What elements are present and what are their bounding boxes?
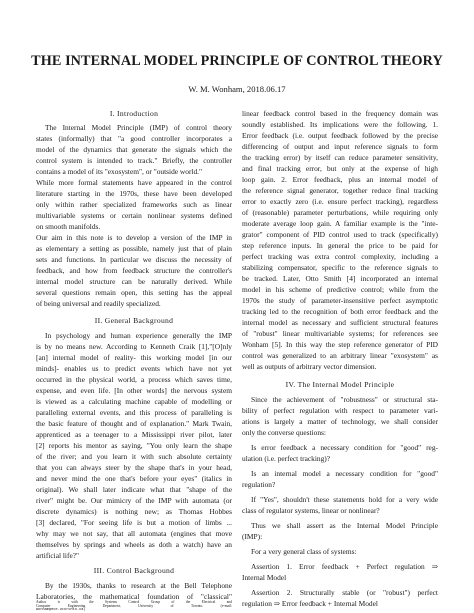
right-column-text-line: class of regulator systems, linear or nonlinear? (242, 506, 380, 515)
right-column-text-line: ations is largely a matter of technology, we shall consider (242, 417, 438, 426)
right-column-text-line: the reference signal generator, together reduce final tracking (242, 186, 438, 195)
right-column-text-line: grator" component of PID control used to track (specifically) (242, 230, 438, 239)
left-column-text-line: discrete dynamics) is nothing new; as Thomas Hobbes (36, 507, 232, 516)
right-column-text-line: internal model as necessary and sufficient structural features (242, 318, 438, 327)
right-column-text-line: Assertion 2. Structurally stable (or "robust") perfect (251, 588, 438, 597)
left-column-text-line: themselves by springs and wheels as doth a watch) have an (36, 540, 232, 549)
left-column-text-line: of the river; and you learn it with such absolute certainty (36, 452, 232, 461)
left-column-text-line: states (informally) that "a good controller incorporates a (36, 134, 232, 143)
left-column-text-line: While more formal statements have appeared in the control (36, 178, 232, 187)
right-column-text-line: Thus we shall assert as the Internal Model Principle (251, 521, 438, 530)
right-column-text-line: well as outputs of arbitrary vector dimension. (242, 362, 377, 371)
right-column-text-line: bility of perfect regulation with respect to parameter vari- (242, 406, 438, 415)
paper-title: THE INTERNAL MODEL PRINCIPLE OF CONTROL THEORY (31, 53, 443, 69)
right-column-text-line: moderate average loop gain. A familiar example is the "inte- (242, 219, 438, 228)
left-column-text-line: and never mind the one that's before your eyes" (italics in (36, 474, 232, 483)
left-column-text-line: By the 1930s, thanks to research at the Bell Telephone (45, 581, 232, 590)
right-column-text-line: control was generalized to an arbitrary linear "exosystem" as (242, 351, 438, 360)
right-column-text-line: Is error feedback a necessary condition for "good" reg- (251, 443, 438, 452)
left-column-text-line: Our aim in this note is to develop a version of the IMP in (36, 233, 232, 242)
left-column-text-line: [3] declared, "For seeing life is but a motion of limbs ... (36, 518, 232, 527)
left-column-text-line: is by no means new. According to Kenneth Craik [1],"[O]nly (36, 342, 232, 351)
left-column-section-heading: II. General Background (94, 316, 174, 325)
left-column-text-line: literature starting in the 1970s, these have been developed (36, 189, 232, 198)
right-column-text-line: Is an internal model a necessary condition for "good" (251, 469, 438, 478)
left-column-text-line: that you can always steer by the shape that's in your head, (36, 463, 232, 472)
right-column-text-line: Assertion 1. Error feedback + Perfect regulation ⇒ (251, 562, 438, 571)
left-column-text-line: sets and functions. In particular we discuss the necessity of (36, 255, 232, 264)
left-column-text-line: why may we not say, that all automata (engines that move (36, 529, 232, 538)
right-column-text-line: If "Yes", shouldn't these statements hold for a very wide (251, 495, 438, 504)
footnote-line: wonham@ece.utoronto.ca) (36, 608, 86, 612)
left-column-text-line: paralleling external events, and this process of paralleling is (36, 408, 232, 417)
right-column-section-heading: IV. The Internal Model Principle (285, 380, 395, 389)
right-column-text-line: regulation? (242, 480, 276, 489)
author-line: W. M. Wonham, 2018.06.17 (188, 84, 286, 94)
right-column-text-line: Wonham [5]. In this way the step reference generator of PID (242, 340, 438, 349)
right-column-text-line: 1970s the study of parameter-insensitive perfect asymptotic (242, 296, 438, 305)
right-column-text-line: Error feedback (i.e. output feedback followed by the precise (242, 131, 438, 140)
right-column-text-line: model in his scheme of predictive control; while from the (242, 285, 438, 294)
left-column-text-line: Laboratories, the mathematical foundation of "classical" (36, 592, 232, 601)
right-column-text-line: of (reasonable) parameter perturbations, while requiring only (242, 208, 438, 217)
left-column-text-line: [2] reports his mentor as saying, "You only learn the shape (36, 441, 232, 450)
left-column-text-line: contains a model of its "exosystem", or "outside world." (36, 167, 203, 176)
left-column-text-line: expense, and even life. [In other words] the nervous system (36, 386, 232, 395)
left-column-text-line: of being universal and readily specialized. (36, 299, 161, 308)
left-column-text-line: control system is intended to track." Briefly, the controller (36, 156, 232, 165)
right-column-text-line: ulation (i.e. perfect tracking)? (242, 454, 331, 463)
left-column-text-line: river" might be. Our mimicry of the IMP with automata (or (36, 496, 232, 505)
left-column-text-line: on smooth manifolds. (36, 222, 101, 231)
left-column-text-line: [an] internal model of reality- this working model [in our (36, 353, 232, 362)
left-column-text-line: internal model structure can be naturally derived. While (36, 277, 232, 286)
left-column-text-line: occurred in the physical world, a process which saves time, (36, 375, 232, 384)
right-column-text-line: soundly established. Its implications were the following. 1. (242, 120, 438, 129)
left-column-text-line: as elementary a setting as possible, namely just that of plain (36, 244, 232, 253)
left-column-section-heading: I. Introduction (109, 109, 159, 118)
right-column-text-line: linear feedback control based in the frequency domain was (242, 109, 438, 118)
right-column-text-line: error to exactly zero (i.e. ensure perfect tracking), regardless (242, 197, 438, 206)
left-column-section-heading: III. Control Background (93, 566, 175, 575)
right-column-text-line: Since the achievement of "robustness" or structural sta- (251, 395, 438, 404)
left-column-text-line: several questions remain open, this setting has the appeal (36, 288, 232, 297)
footnote-line: Author is with the Systems Control Group of the Electrical and (36, 600, 232, 604)
left-column-text-line: In psychology and human experience generally the IMP (45, 331, 232, 340)
right-column-text-line: stabilizing compensator, specific to the reference signals to (242, 263, 438, 272)
right-column-text-line: and final tracking error, but only at the expense of high (242, 164, 438, 173)
left-column-text-line: original). We shall later indicate what that "shape of the (36, 485, 232, 494)
left-column-text-line: is viewed as a calculating machine capable of modelling or (36, 397, 232, 406)
left-column-text-line: The Internal Model Principle (IMP) of control theory (45, 123, 232, 132)
left-column-text-line: the basic feature of thought and of explanation." Mark Twain, (36, 419, 232, 428)
footnote-line: Computer Engineering Department, University of Toronto. (e-mail: (36, 604, 232, 608)
right-column-text-line: differencing of output and input reference signals to form (242, 142, 438, 151)
right-column-text-line: Internal Model (242, 573, 287, 582)
right-column-text-line: of "robust" linear multivariable systems; for references see (242, 329, 438, 338)
left-column-text-line: artificial life?" (36, 551, 80, 560)
right-column-text-line: step reference inputs. In general the price to be paid for (242, 241, 438, 250)
left-column-text-line: only within rather specialized frameworks such as linear (36, 200, 232, 209)
right-column-text-line: loop gain. 2. Error feedback, plus an internal model of (242, 175, 438, 184)
left-column-text-line: multivariable systems or certain nonlinear systems defined (36, 211, 232, 220)
right-column-text-line: only the converse questions: (242, 428, 326, 437)
left-column-text-line: minds]- enables us to predict events which have not yet (36, 364, 232, 373)
left-column-text-line: feedback, and how from feedback structure the controller's (36, 266, 232, 275)
right-column-text-line: (IMP): (242, 532, 263, 541)
right-column-text-line: perfect tracking was extra control complexity, including a (242, 252, 438, 261)
left-column-text-line: apprenticed as a teenager to a Mississippi river pilot, later (36, 430, 232, 439)
right-column-text-line: be tracked. Later, Otto Smith [4] incorporated an internal (242, 274, 438, 283)
right-column-text-line: tracking led to the recognition of both error feedback and the (242, 307, 438, 316)
right-column-text-line: regulation ⇒ Error feedback + Internal Model (242, 599, 378, 608)
right-column-text-line: For a very general class of systems: (251, 547, 357, 556)
right-column-text-line: the tracking error) by itself can reduce parameter sensitivity, (242, 153, 438, 162)
left-column-text-line: model of the dynamics that generate the signals which the (36, 145, 232, 154)
